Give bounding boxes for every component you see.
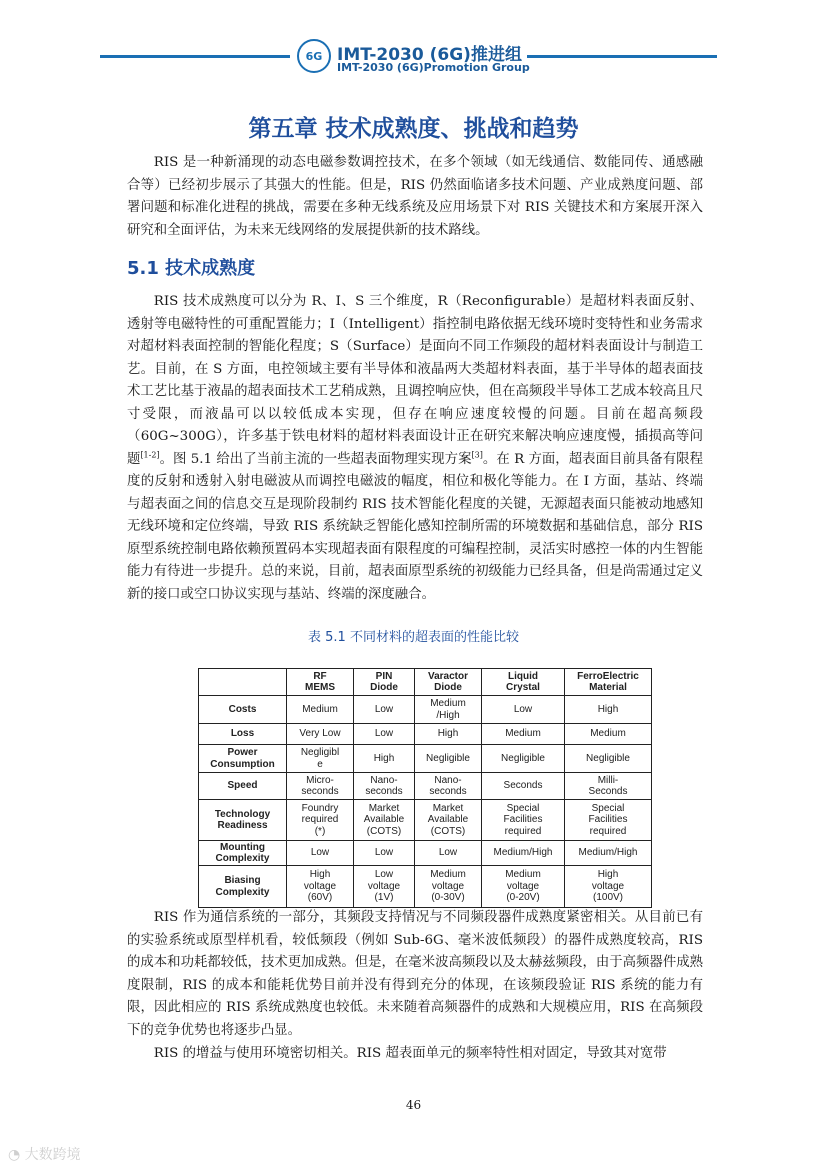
- table-row: [199, 696, 652, 724]
- table-row-header: Costs: [199, 696, 287, 724]
- paragraph-frequency: RIS 作为通信系统的一部分，其频段支持情况与不同频段器件成熟度紧密相关。从目前已有的实验系统或原型样机看，较低频段（例如 Sub-6G、毫米波低频段）的器件成熟度较高，RIS 的成本和功耗都较低，技术更加成熟。但是，在毫米波高频段以及太赫兹频段，由于高频器件成熟度限制，RIS 的成本和能耗优势目前并没有得到充分的体现，在该频段验证 RIS 系统的能力有限，因此相应的 RIS 系统成熟度也较低。未来随着高频器件的成熟和大规模应用，RIS 在高频段下的竞争优势也将逐步凸显。: [127, 910, 703, 1038]
- watermark: [8, 1144, 81, 1164]
- 6g-logo-icon: [297, 39, 331, 73]
- citation-1-2: [1-2]: [140, 450, 160, 460]
- table-row: [199, 745, 652, 773]
- table-cell: Very Low: [287, 724, 354, 745]
- table-cell: Negligible: [565, 745, 652, 773]
- table-header-cell: RF MEMS: [287, 669, 354, 696]
- header-line-left: [100, 55, 290, 58]
- table-row: [199, 800, 652, 841]
- table-header-cell: [199, 669, 287, 696]
- org-name-en: IMT-2030 (6G)Promotion Group: [337, 61, 530, 74]
- page-header: [0, 36, 827, 80]
- table-row: [199, 724, 652, 745]
- citation-3: [3]: [471, 450, 483, 460]
- table-row-header: Loss: [199, 724, 287, 745]
- chapter-title: 第五章 技术成熟度、挑战和趋势: [248, 116, 579, 142]
- table-header-cell: Liquid Crystal: [482, 669, 565, 696]
- org-name: IMT-2030 (6G)推进组: [337, 45, 522, 65]
- table-header-cell: FerroElectric Material: [565, 669, 652, 696]
- table-cell: Medium/High: [565, 841, 652, 866]
- table-cell: High: [565, 696, 652, 724]
- table-cell: Special Facilities required: [482, 800, 565, 841]
- table-header-cell: Varactor Diode: [415, 669, 482, 696]
- table-cell: Low: [354, 841, 415, 866]
- para1-part1: RIS 技术成熟度可以分为 R、I、S 三个维度，R（Reconfigurable）是超材料表面反射、透射等电磁特性的可重配置能力；I（Intelligent）指控制电路依据无线环境时变特性和业务需求对超材料表面控制的智能化程度；S（Surface）是面向不同工作频段的超材料表面设计与制造工艺。目前，在 S 方面，电控领域主要有半导体和液晶两大类超材料表面，基于半导体的超表面技术工艺比基于液晶的超表面技术工艺稍成熟，且调控响应快，但在高频段半导体工艺成本较高且尺寸受限，而液晶可以以较低成本实现，但存在响应速度较慢的问题。目前在超高频段（60G~300G），许多基于铁电材料的超材料表面设计正在研究来解决响应速度慢，插损高等问题: [127, 294, 703, 467]
- watermark-text: 大数跨境: [24, 1147, 81, 1163]
- table-row-header: Biasing Complexity: [199, 866, 287, 908]
- table-cell: Nano- seconds: [415, 773, 482, 800]
- table-cell: High voltage (60V): [287, 866, 354, 908]
- table-row-header: Mounting Complexity: [199, 841, 287, 866]
- table-cell: High: [415, 724, 482, 745]
- table-cell: Market Available (COTS): [415, 800, 482, 841]
- table-cell: Negligible: [482, 745, 565, 773]
- table-cell: Micro- seconds: [287, 773, 354, 800]
- table-body: [199, 696, 652, 908]
- table-caption: 表 5.1 不同材料的超表面的性能比较: [308, 630, 519, 645]
- table-row: [199, 866, 652, 908]
- table-cell: Medium: [565, 724, 652, 745]
- para1-part3: 。在 R 方面，超表面目前具备有限程度的反射和透射入射电磁波从而调控电磁波的幅度，相位和极化等能力。在 I 方面，基站、终端与超表面之间的信息交互是现阶段制约 RIS 技术智能化程度的关键，无源超表面只能被动地感知无线环境和定位终端，导致 RIS 系统缺乏智能化感知控制所需的环境数据和基础信息，部分 RIS 原型系统控制电路依赖预置码本实现超表面有限程度的可编程控制，灵活实时感控一体的内生智能能力有待进一步提升。总的来说，目前，超表面原型系统的初级能力已经具备，但是尚需通过定义新的接口或空口协议实现与基站、终端的深度融合。: [127, 451, 703, 602]
- table-cell: Low: [354, 724, 415, 745]
- table-cell: Medium /High: [415, 696, 482, 724]
- table-row-header: Power Consumption: [199, 745, 287, 773]
- paragraph-gain: RIS 的增益与使用环境密切相关。RIS 超表面单元的频率特性相对固定，导致其对宽带: [153, 1046, 667, 1061]
- table-cell: High voltage (100V): [565, 866, 652, 908]
- table-cell: Negligibl e: [287, 745, 354, 773]
- page-number: 46: [405, 1098, 422, 1112]
- table-cell: Special Facilities required: [565, 800, 652, 841]
- table-cell: High: [354, 745, 415, 773]
- table-header-row: [199, 669, 652, 696]
- table-cell: Medium/High: [482, 841, 565, 866]
- table-cell: Foundry required (*): [287, 800, 354, 841]
- table-row-header: Technology Readiness: [199, 800, 287, 841]
- logo-mark: 6G: [305, 49, 323, 63]
- intro-paragraph: RIS 是一种新涌现的动态电磁参数调控技术，在多个领域（如无线通信、数能同传、通感融合等）已经初步展示了其强大的性能。但是，RIS 仍然面临诸多技术问题、产业成熟度问题、部署问题和标准化进程的挑战，需要在多种无线系统及应用场景下对 RIS 关键技术和方案展开深入研究和全面评估，为未来无线网络的发展提供新的技术路线。: [127, 155, 703, 238]
- table-cell: Low: [415, 841, 482, 866]
- table-row: [199, 773, 652, 800]
- table-cell: Medium voltage (0-20V): [482, 866, 565, 908]
- watermark-logo-icon: ◔: [8, 1147, 25, 1163]
- table-row: [199, 841, 652, 866]
- table-header-cell: PIN Diode: [354, 669, 415, 696]
- table-cell: Medium voltage (0-30V): [415, 866, 482, 908]
- section-title: 5.1 技术成熟度: [127, 258, 256, 279]
- table-cell: Negligible: [415, 745, 482, 773]
- table-cell: Low voltage (1V): [354, 866, 415, 908]
- table-cell: Low: [482, 696, 565, 724]
- para1-part2: 。图 5.1 给出了当前主流的一些超表面物理实现方案: [159, 451, 472, 467]
- paragraph-maturity: [127, 291, 703, 606]
- table-cell: Nano- seconds: [354, 773, 415, 800]
- table-cell: Medium: [482, 724, 565, 745]
- table-cell: Low: [287, 841, 354, 866]
- table-cell: Market Available (COTS): [354, 800, 415, 841]
- table-cell: Medium: [287, 696, 354, 724]
- table-cell: Milli- Seconds: [565, 773, 652, 800]
- header-line-right: [527, 55, 717, 58]
- table-cell: Seconds: [482, 773, 565, 800]
- table-row-header: Speed: [199, 773, 287, 800]
- performance-table: [198, 668, 652, 908]
- table-cell: Low: [354, 696, 415, 724]
